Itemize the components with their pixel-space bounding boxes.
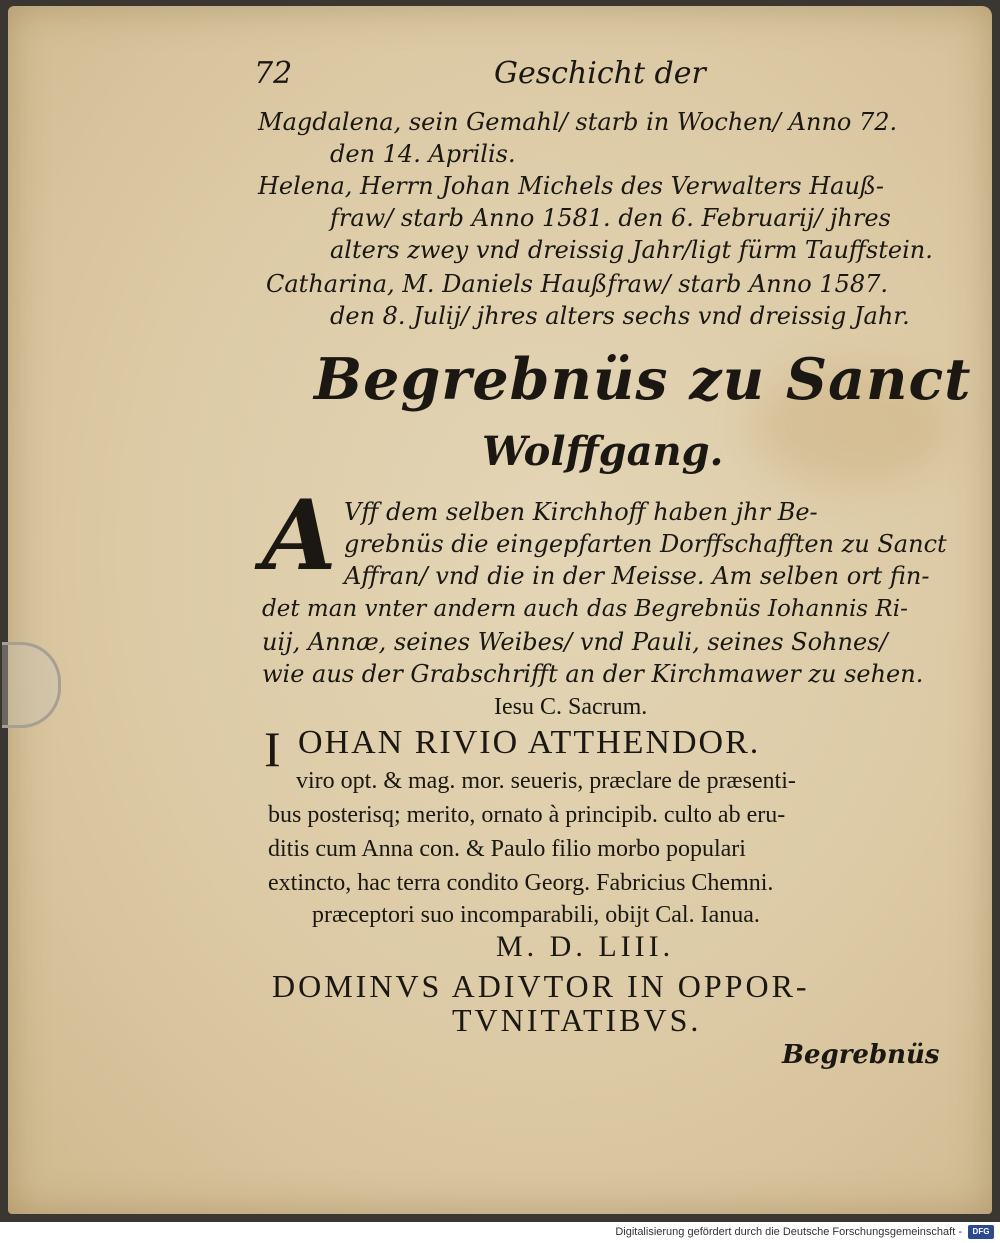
epitaph-year: M. D. LIII. bbox=[496, 930, 675, 963]
epitaph-first-line: OHAN RIVIO ATTHENDOR. bbox=[298, 724, 761, 761]
catchword: Begrebnüs bbox=[782, 1040, 940, 1070]
footer-credit: Digitalisierung gefördert durch die Deutsche Forschungsgemeinschaft - bbox=[615, 1226, 962, 1238]
epitaph-heading: Iesu C. Sacrum. bbox=[494, 694, 648, 720]
body-line: uij, Annæ, seines Weibes/ vnd Pauli, seines Sohnes/ bbox=[262, 628, 888, 656]
body-line: wie aus der Grabschrifft an der Kirchmawer zu sehen. bbox=[262, 660, 924, 688]
text-line: Helena, Herrn Johan Michels des Verwalters Hauß- bbox=[258, 172, 885, 200]
text-line: fraw/ starb Anno 1581. den 6. Februarij/ jhres bbox=[330, 204, 891, 232]
digitization-footer bbox=[0, 1222, 1000, 1243]
epitaph-line: viro opt. & mag. mor. seueris, præclare de præsenti- bbox=[296, 768, 796, 794]
epitaph-line: extincto, hac terra condito Georg. Fabricius Chemni. bbox=[268, 870, 774, 896]
motto-line: TVNITATIBVS. bbox=[452, 1002, 702, 1038]
section-heading: Begrebnüs zu Sanct bbox=[314, 346, 972, 413]
page-number: 72 bbox=[254, 56, 293, 91]
text-line: den 8. Julij/ jhres alters sechs vnd dreissig Jahr. bbox=[330, 302, 910, 330]
epitaph-line: ditis cum Anna con. & Paulo filio morbo populari bbox=[268, 836, 746, 862]
body-line: grebnüs die eingepfarten Dorffschafften zu Sanct bbox=[344, 530, 947, 558]
epitaph-drop-cap: I bbox=[264, 721, 281, 777]
text-line: alters zwey vnd dreissig Jahr/ligt fürm Tauffstein. bbox=[330, 236, 933, 264]
body-line: Affran/ vnd die in der Meisse. Am selben ort fin- bbox=[344, 562, 930, 590]
body-line: Vff dem selben Kirchhoff haben jhr Be- bbox=[344, 498, 818, 526]
motto-line: DOMINVS ADIVTOR IN OPPOR- bbox=[272, 968, 810, 1004]
drop-cap: A bbox=[262, 479, 337, 592]
text-line: Magdalena, sein Gemahl/ starb in Wochen/ Anno 72. bbox=[258, 108, 898, 136]
dfg-logo: DFG bbox=[968, 1225, 994, 1239]
text-line: Catharina, M. Daniels Haußfraw/ starb Anno 1587. bbox=[266, 270, 889, 298]
epitaph-line: bus posterisq; merito, ornato à principib. culto ab eru- bbox=[268, 802, 786, 828]
epitaph-line: præceptori suo incomparabili, obijt Cal. Ianua. bbox=[312, 902, 760, 928]
running-title: Geschicht der bbox=[494, 56, 706, 91]
body-line: det man vnter andern auch das Begrebnüs Iohannis Ri- bbox=[262, 596, 908, 622]
section-heading-cont: Wolffgang. bbox=[482, 428, 724, 475]
text-line: den 14. Aprilis. bbox=[330, 140, 516, 168]
